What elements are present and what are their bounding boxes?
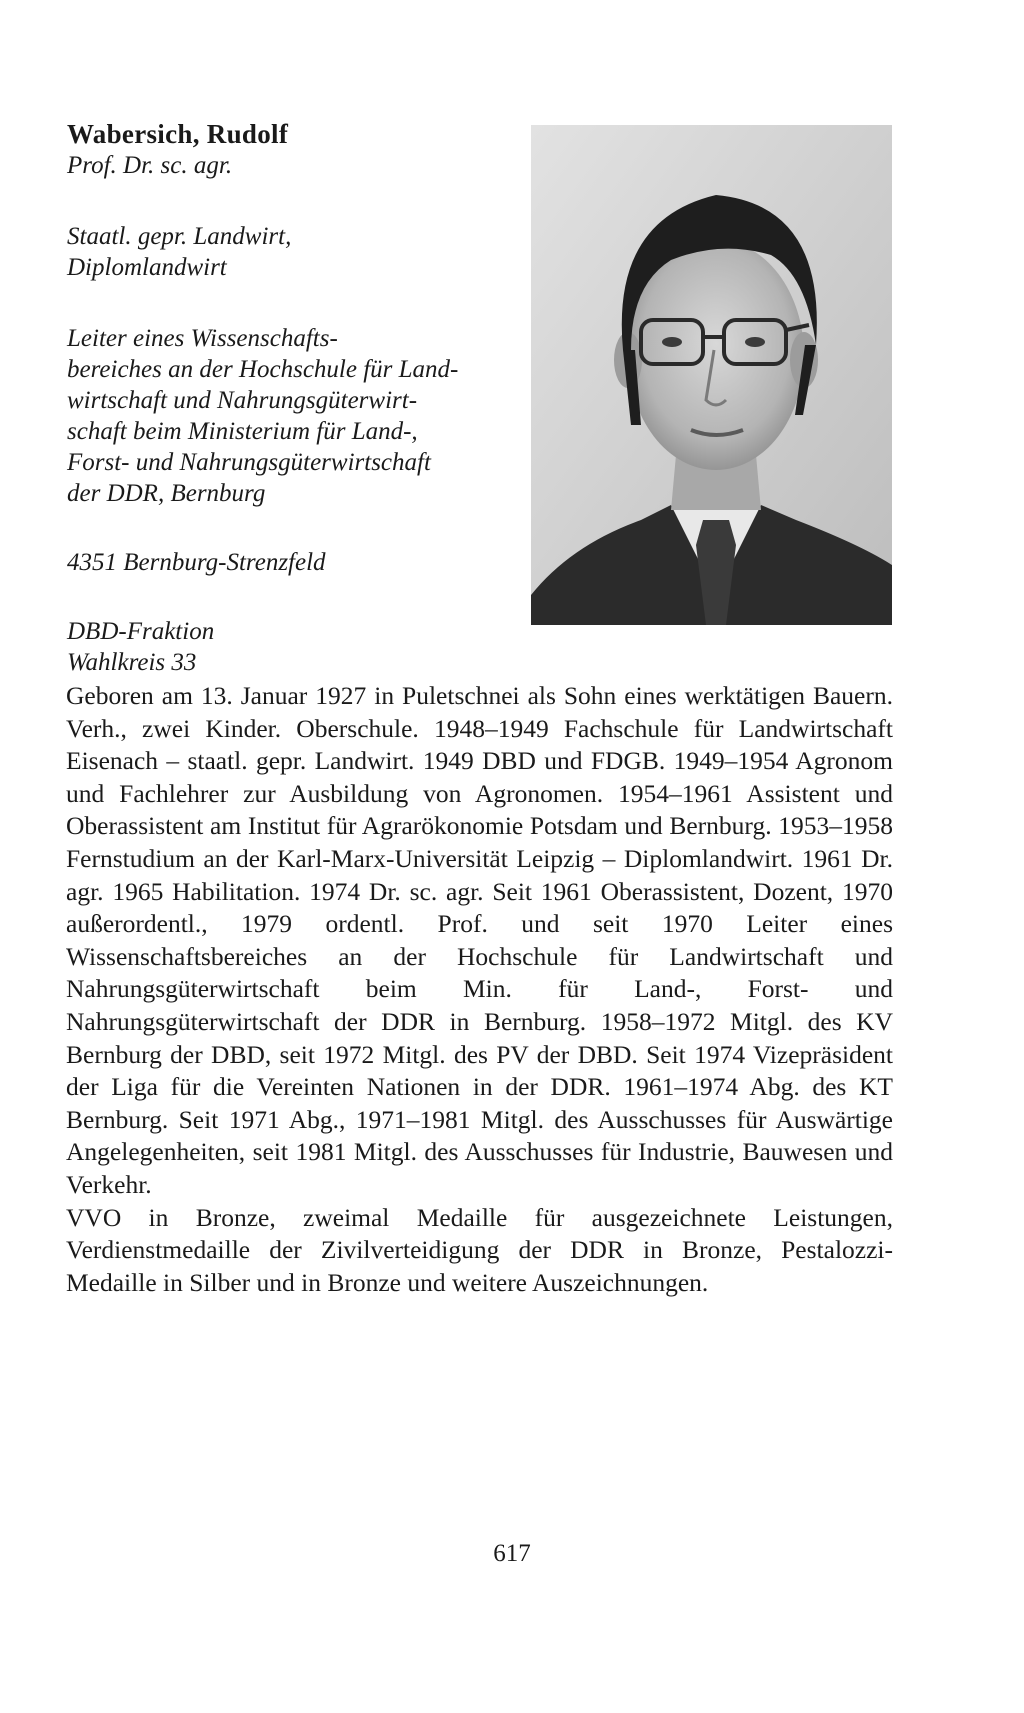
awards-paragraph: VVO in Bronze, zweimal Medaille für ausgezeichnete Leistungen, Verdienstmedaille der Zivilverteidigung der DDR in Bronze, Pestalozzi-Medaille in Silber und in Bronze und weitere Auszeichnungen. <box>66 1202 893 1297</box>
academic-title: Prof. Dr. sc. agr. <box>67 152 233 179</box>
fraction: DBD-Fraktion <box>67 618 215 645</box>
address: 4351 Bernburg-Strenzfeld <box>67 549 326 576</box>
position-line: schaft beim Ministerium für Land-, <box>67 418 418 445</box>
qualification-line: Diplomlandwirt <box>67 254 227 281</box>
qualification-line: Staatl. gepr. Landwirt, <box>67 223 292 250</box>
biography <box>66 680 893 1299</box>
entry-header <box>67 118 537 678</box>
position-line: bereiches an der Hochschule für Land- <box>67 356 459 383</box>
portrait-photo <box>531 125 892 625</box>
constituency: Wahlkreis 33 <box>67 649 197 676</box>
position-line: der DDR, Bernburg <box>67 480 266 507</box>
biography-paragraph: Geboren am 13. Januar 1927 in Puletschnei als Sohn eines werktätigen Bauern. Verh., zwei Kinder. Oberschule. 1948–1949 Fachschule für Landwirtschaft Eisenach – staatl. gepr. Landwirt. 1949 DBD und FDGB. 1949–1954 Agronom und Fachlehrer zur Ausbildung von Agronomen. 1954–1961 Assistent und Oberassistent am Institut für Agrarökonomie Potsdam und Bernburg. 1953–1958 Fernstudium an der Karl-Marx-Universität Leipzig – Diplomlandwirt. 1961 Dr. agr. 1965 Habilitation. 1974 Dr. sc. agr. Seit 1961 Oberassistent, Dozent, 1970 außerordentl., 1979 ordentl. Prof. und seit 1970 Leiter eines Wissenschaftsbereiches an der Hochschule für Landwirtschaft und Nahrungsgüterwirtschaft beim Min. für Land-, Forst- und Nahrungsgüterwirtschaft der DDR in Bernburg. 1958–1972 Mitgl. des KV Bernburg der DBD, seit 1972 Mitgl. des PV der DBD. Seit 1974 Vizepräsident der Liga für die Vereinten Nationen in der DDR. 1961–1974 Abg. des KT Bernburg. Seit 1971 Abg., 1971–1981 Mitgl. des Ausschusses für Auswärtige Angelegenheiten, seit 1981 Mitgl. des Ausschusses für Industrie, Bauwesen und Verkehr. <box>66 681 893 1199</box>
person-name: Wabersich, Rudolf <box>67 119 289 149</box>
position-line: Forst- und Nahrungsgüterwirtschaft <box>67 449 431 476</box>
position-line: Leiter eines Wissenschafts- <box>67 325 338 352</box>
page-number: 617 <box>493 1540 531 1567</box>
position-line: wirtschaft und Nahrungsgüterwirt- <box>67 387 418 414</box>
